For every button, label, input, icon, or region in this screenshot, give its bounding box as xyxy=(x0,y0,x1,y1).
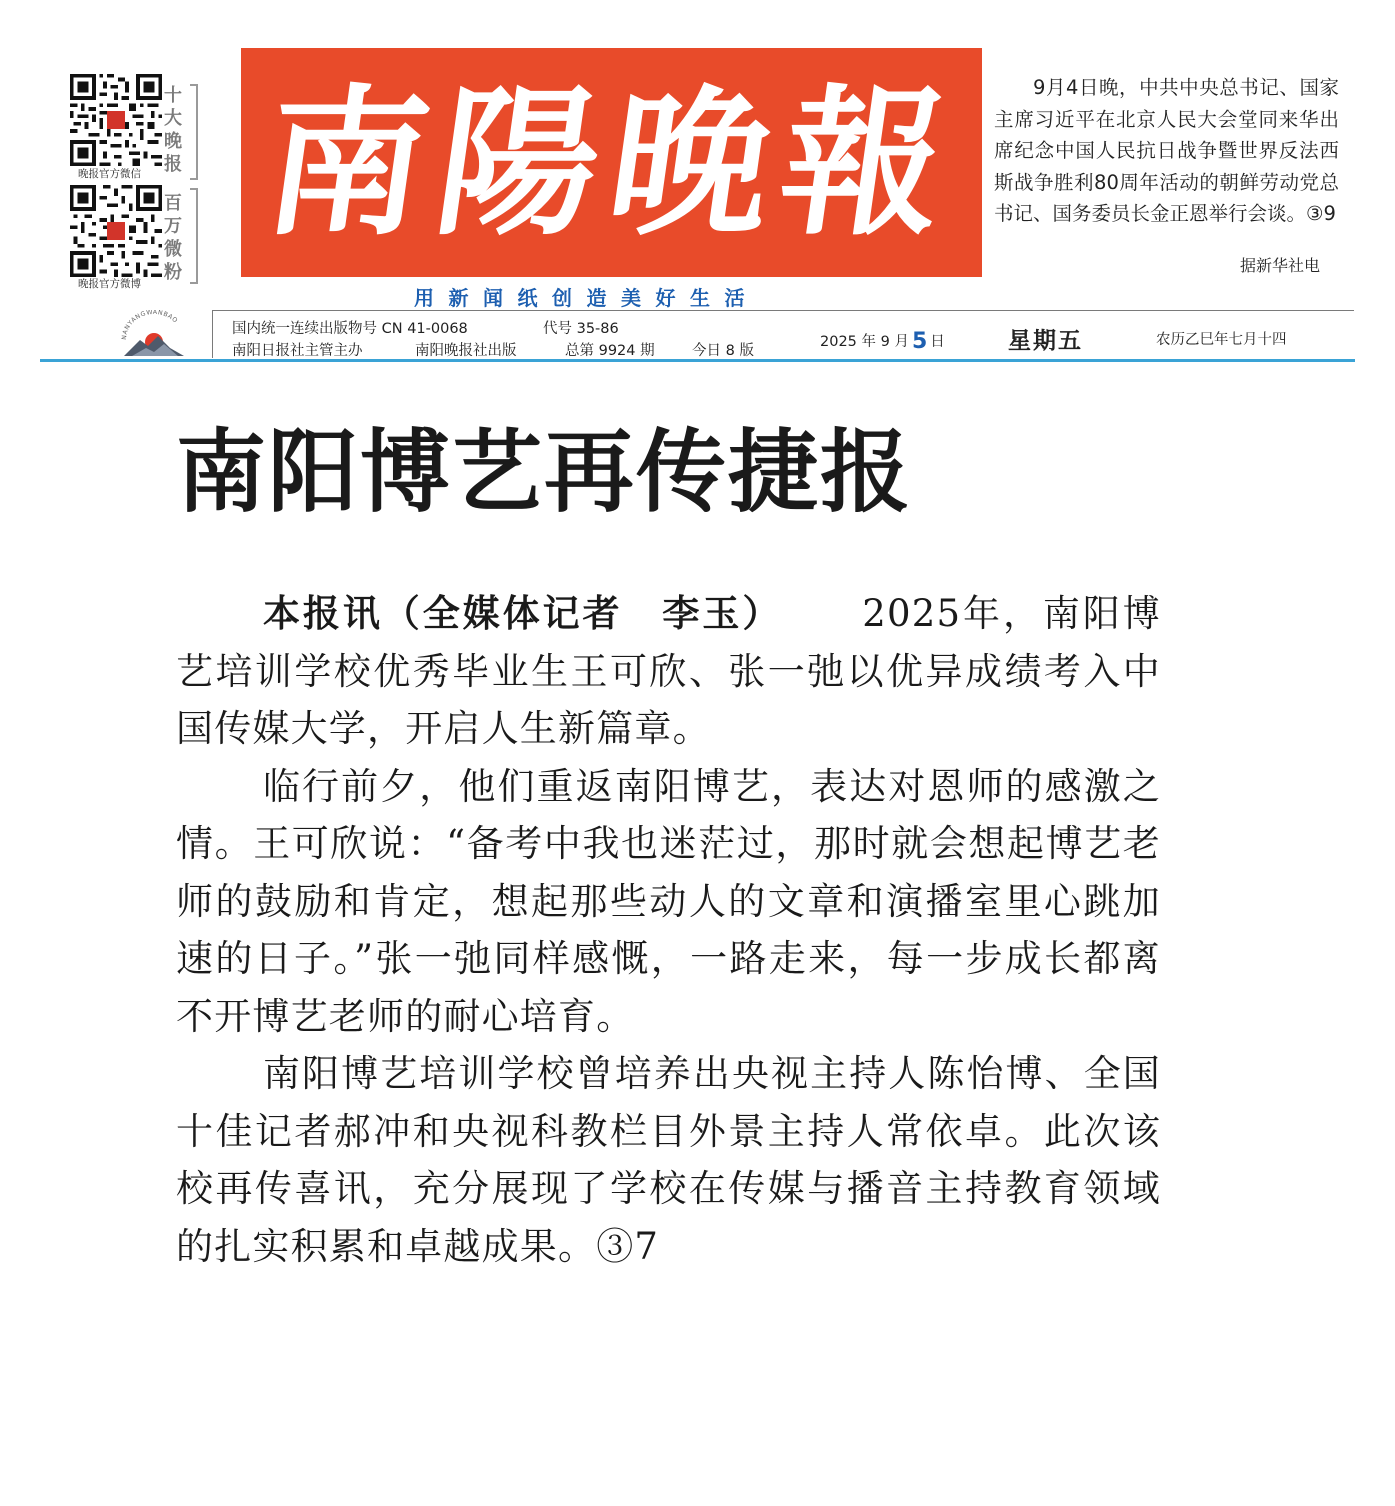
slogan-million-fans: 百万微粉 xyxy=(164,193,182,283)
weibo-qr-code[interactable] xyxy=(70,185,162,277)
article-body xyxy=(176,585,1161,1275)
issue-date-day: 5 xyxy=(911,329,928,354)
newspaper-title: 南陽晚報 xyxy=(254,68,969,257)
news-brief-source: 据新华社电 xyxy=(1240,256,1321,275)
slogan-bracket xyxy=(190,84,198,180)
qr-code-column xyxy=(62,70,198,290)
issue-date-prefix: 2025 年 9 月 xyxy=(820,334,909,350)
masthead-banner xyxy=(241,48,982,277)
issue-date-suffix: 日 xyxy=(930,334,945,350)
masthead-slogan: 用新闻纸创造美好生活 xyxy=(414,286,759,310)
svg-text:NANYANGWANBAO: NANYANGWANBAO xyxy=(120,310,179,341)
weekday: 星期五 xyxy=(1008,328,1083,354)
info-bar-divider xyxy=(212,310,213,358)
info-bar-rule xyxy=(212,310,1354,311)
sponsor: 南阳日报社主管主办 xyxy=(232,343,363,359)
postal-code: 代号 35-86 xyxy=(543,321,619,337)
wechat-caption: 晚报官方微信 xyxy=(78,168,141,180)
publication-number: 国内统一连续出版物号 CN 41-0068 xyxy=(232,321,468,337)
news-brief: 9月4日晚，中共中央总书记、国家主席习近平在北京人民大会堂同来华出席纪念中国人民抗日战争暨世界反法西斯战争胜利80周年活动的朝鲜劳动党总书记、国务委员长金正恩举行会谈。③9 xyxy=(994,76,1339,225)
article-headline: 南阳博艺再传捷报 xyxy=(176,420,912,525)
article-paragraph xyxy=(176,585,1161,758)
issue-number: 总第 9924 期 xyxy=(565,343,655,359)
page-count: 今日 8 版 xyxy=(692,343,754,359)
slogan-top-ten-evening-paper: 十大晚报 xyxy=(164,85,182,175)
article-paragraph: 临行前夕，他们重返南阳博艺，表达对恩师的感激之情。王可欣说：“备考中我也迷茫过，那时就会想起博艺老师的鼓励和肯定，想起那些动人的文章和演播室里心跳加速的日子。”张一弛同样感慨，一路走来，每一步成长都离不开博艺老师的耐心培育。 xyxy=(176,764,1161,1038)
wechat-qr-code[interactable] xyxy=(70,74,162,166)
newspaper-logo-icon xyxy=(118,310,190,358)
info-bar-accent-rule xyxy=(40,359,1355,362)
lunar-date: 农历乙巳年七月十四 xyxy=(1156,332,1287,348)
article-byline: 本报讯（全媒体记者 李玉） xyxy=(262,592,783,635)
slogan-bracket xyxy=(190,188,198,284)
publisher: 南阳晚报社出版 xyxy=(415,343,517,359)
weibo-caption: 晚报官方微博 xyxy=(78,278,141,290)
article-paragraph: 南阳博艺培训学校曾培养出央视主持人陈怡博、全国十佳记者郝冲和央视科教栏目外景主持人常依卓。此次该校再传喜讯，充分展现了学校在传媒与播音主持教育领域的扎实积累和卓越成果。③7 xyxy=(176,1052,1161,1268)
article-paragraph-text: 2025年，南阳博艺培训学校优秀毕业生王可欣、张一弛以优异成绩考入中国传媒大学，开启人生新篇章。 xyxy=(176,592,1161,750)
issue-date xyxy=(820,329,945,354)
